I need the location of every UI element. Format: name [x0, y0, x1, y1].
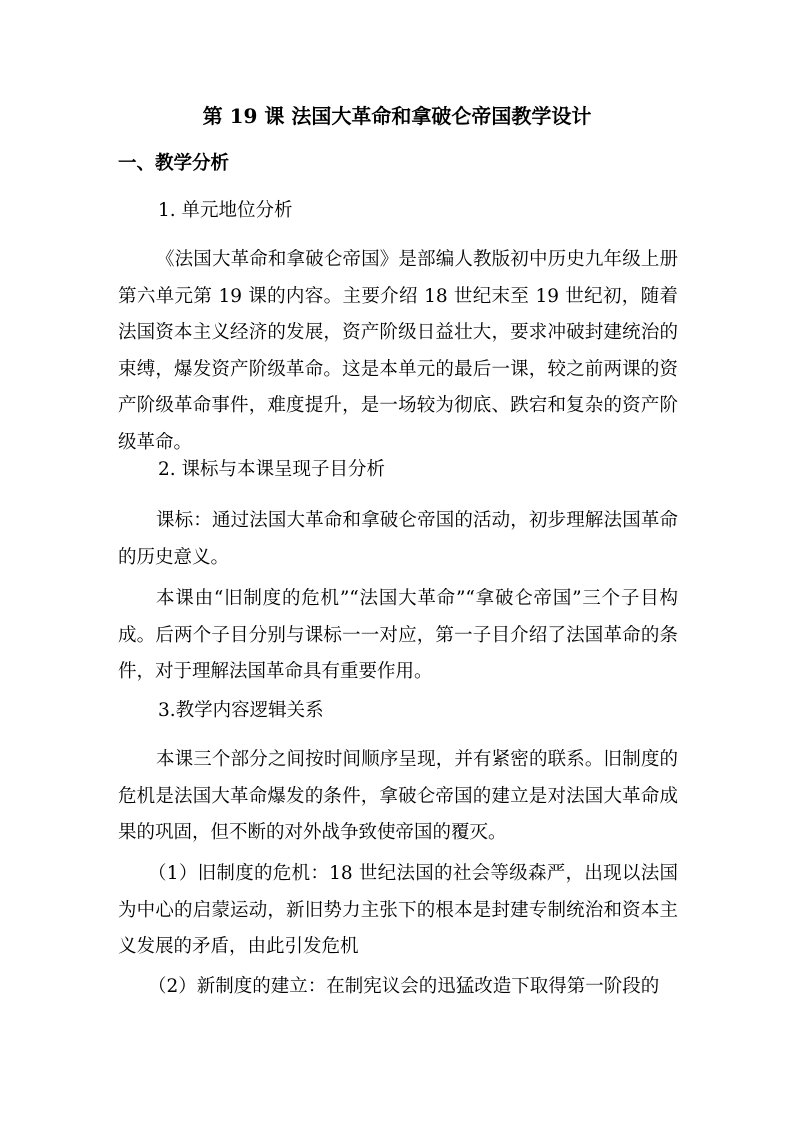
document-title: 第 19 课 法国大革命和拿破仑帝国教学设计	[202, 104, 592, 128]
section-heading-teaching-analysis: 一、教学分析	[118, 153, 230, 174]
paragraph-logic-relation: 本课三个部分之间按时间顺序呈现，并有紧密的联系。旧制度的危机是法国大革命爆发的条件，拿破仑帝国的建立是对法国大革命成果的巩固，但不断的对外战争致使帝国的覆灭。	[118, 749, 678, 843]
paragraph-curriculum-standard: 课标：通过法国大革命和拿破仑帝国的活动，初步理解法国革命的历史意义。	[118, 510, 678, 568]
subsection-heading-unit-position: 1. 单元地位分析	[158, 200, 293, 221]
paragraph-old-regime-crisis: （1）旧制度的危机：18 世纪法国的社会等级森严，出现以法国为中心的启蒙运动，新旧势力主张下的根本是封建专制统治和资本主义发展的矛盾，由此引发危机	[118, 863, 678, 957]
subsection-heading-curriculum-standard: 2. 课标与本课呈现子目分析	[158, 459, 386, 480]
paragraph-unit-position: 《法国大革命和拿破仑帝国》是部编人教版初中历史九年级上册第六单元第 19 课的内容。主要介绍 18 世纪末至 19 世纪初，随着法国资本主义经济的发展，资产阶级日益壮大，要求冲破封建统治的束缚，爆发资产阶级革命。这是本单元的最后一课，较之前两课的资产阶级革命事件，难度提升，是一场较为彻底、跌宕和复杂的资产阶级革命。	[118, 249, 678, 453]
paragraph-new-system: （2）新制度的建立：在制宪议会的迅猛改造下取得第一阶段的	[148, 976, 660, 997]
subsection-heading-logic-relation: 3.教学内容逻辑关系	[158, 700, 324, 721]
paragraph-lesson-structure: 本课由“旧制度的危机”“法国大革命”“拿破仑帝国”三个子目构成。后两个子目分别与课标一一对应，第一子目介绍了法国革命的条件，对于理解法国革命具有重要作用。	[118, 588, 678, 682]
